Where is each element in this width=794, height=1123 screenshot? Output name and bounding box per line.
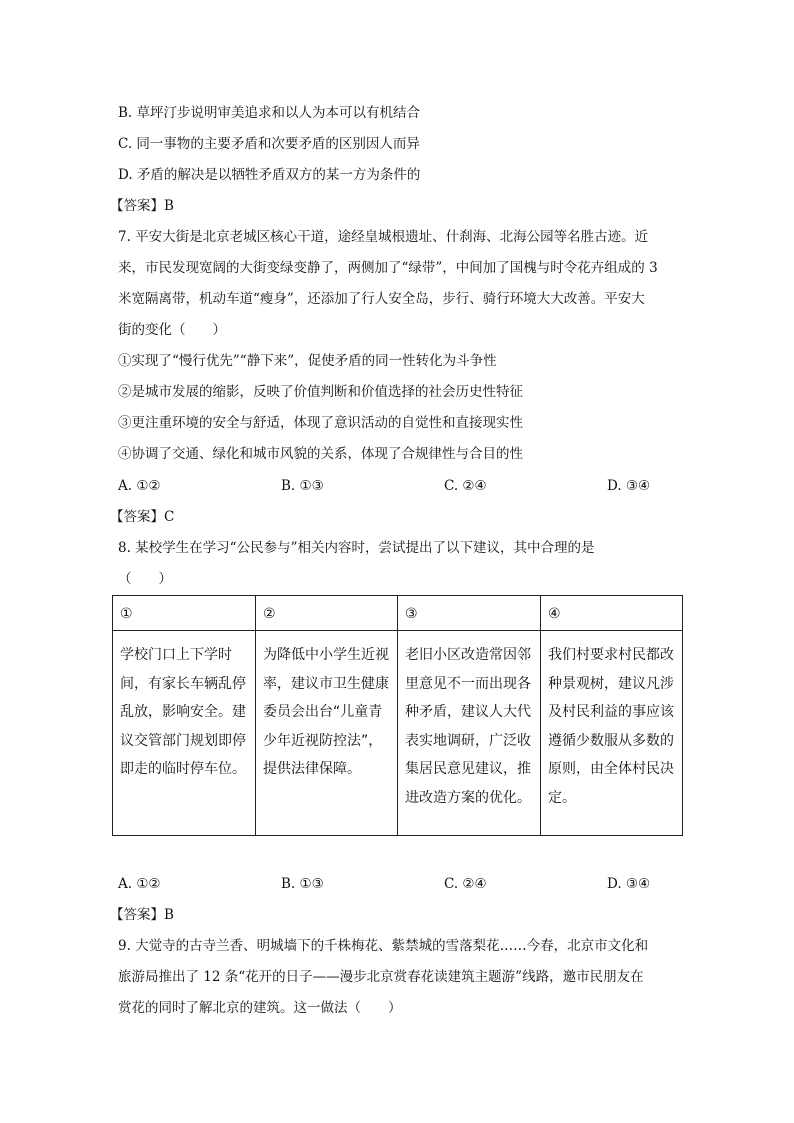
q8-option-d: D. ③④ — [607, 876, 651, 892]
q7-option-a: A. ①② — [118, 478, 161, 494]
q8-option-a: A. ①② — [118, 876, 161, 892]
q9-stem-line: 旅游局推出了 12 条“花开的日子——漫步北京赏春花读建筑主题游”线路，邀市民朋友在 — [118, 969, 644, 985]
q7-options — [118, 477, 678, 495]
table-header-cell: ② — [256, 596, 398, 631]
q8-option-c: C. ②④ — [444, 876, 487, 892]
table-header-cell: ③ — [398, 596, 541, 631]
q8-suggestion-table — [112, 595, 683, 836]
q7-statement: ②是城市发展的缩影，反映了价值判断和价值选择的社会历史性特征 — [118, 384, 523, 400]
q8-answer: 【答案】B — [110, 907, 174, 923]
q7-option-b: B. ①③ — [281, 478, 324, 494]
q7-stem-line: 来，市民发现宽阔的大街变绿变静了，两侧加了“绿带”，中间加了国槐与时令花卉组成的 3 — [118, 260, 658, 276]
table-header-cell: ① — [113, 596, 256, 631]
q6-answer: 【答案】B — [110, 198, 174, 214]
q6-option-b: B. 草坪汀步说明审美追求和以人为本可以有机结合 — [118, 105, 421, 121]
q7-statement: ④协调了交通、绿化和城市风貌的关系，体现了合规律性与合目的性 — [118, 446, 523, 462]
table-header-row — [113, 596, 683, 631]
table-cell: 学校门口上下学时间，有家长车辆乱停乱放，影响安全。建议交管部门规划即停即走的临时停车位。 — [113, 631, 256, 836]
table-row — [113, 631, 683, 836]
table-cell: 为降低中小学生近视率，建议市卫生健康委员会出台“儿童青少年近视防控法”，提供法律保障。 — [256, 631, 398, 836]
q7-statement: ③更注重环境的安全与舒适，体现了意识活动的自觉性和直接现实性 — [118, 415, 523, 431]
table-cell: 我们村要求村民都改种景观树，建议凡涉及村民利益的事应该遵循少数服从多数的原则，由全体村民决定。 — [541, 631, 683, 836]
q9-stem-line: 赏花的同时了解北京的建筑。这一做法（ ） — [118, 1000, 402, 1016]
q6-option-d: D. 矛盾的解决是以牺牲矛盾双方的某一方为条件的 — [118, 167, 421, 183]
q9-stem-line: 9. 大觉寺的古寺兰香、明城墙下的千株梅花、紫禁城的雪落梨花……今春，北京市文化和 — [118, 938, 649, 954]
q7-statement: ①实现了“慢行优先”“静下来”，促使矛盾的同一性转化为斗争性 — [118, 353, 497, 369]
q8-stem-line: 8. 某校学生在学习“公民参与”相关内容时，尝试提出了以下建议，其中合理的是 — [118, 540, 595, 556]
q7-stem-line: 街的变化（ ） — [118, 322, 226, 338]
q6-option-c: C. 同一事物的主要矛盾和次要矛盾的区别因人而异 — [118, 136, 420, 152]
q7-stem-line: 米宽隔离带，机动车道“瘦身”，还添加了行人安全岛，步行、骑行环境大大改善。平安大 — [118, 291, 645, 307]
q7-option-c: C. ②④ — [444, 478, 487, 494]
q7-stem-line: 7. 平安大街是北京老城区核心干道，途经皇城根遗址、什刹海、北海公园等名胜古迹。近 — [118, 229, 649, 245]
q8-option-b: B. ①③ — [281, 876, 324, 892]
q8-options — [118, 875, 678, 893]
q8-stem-line: （ ） — [118, 571, 172, 587]
table-header-cell: ④ — [541, 596, 683, 631]
table-cell: 老旧小区改造常因邻里意见不一而出现各种矛盾，建议人大代表实地调研，广泛收集居民意见建议，推进改造方案的优化。 — [398, 631, 541, 836]
q7-option-d: D. ③④ — [607, 478, 651, 494]
q7-answer: 【答案】C — [110, 509, 175, 525]
